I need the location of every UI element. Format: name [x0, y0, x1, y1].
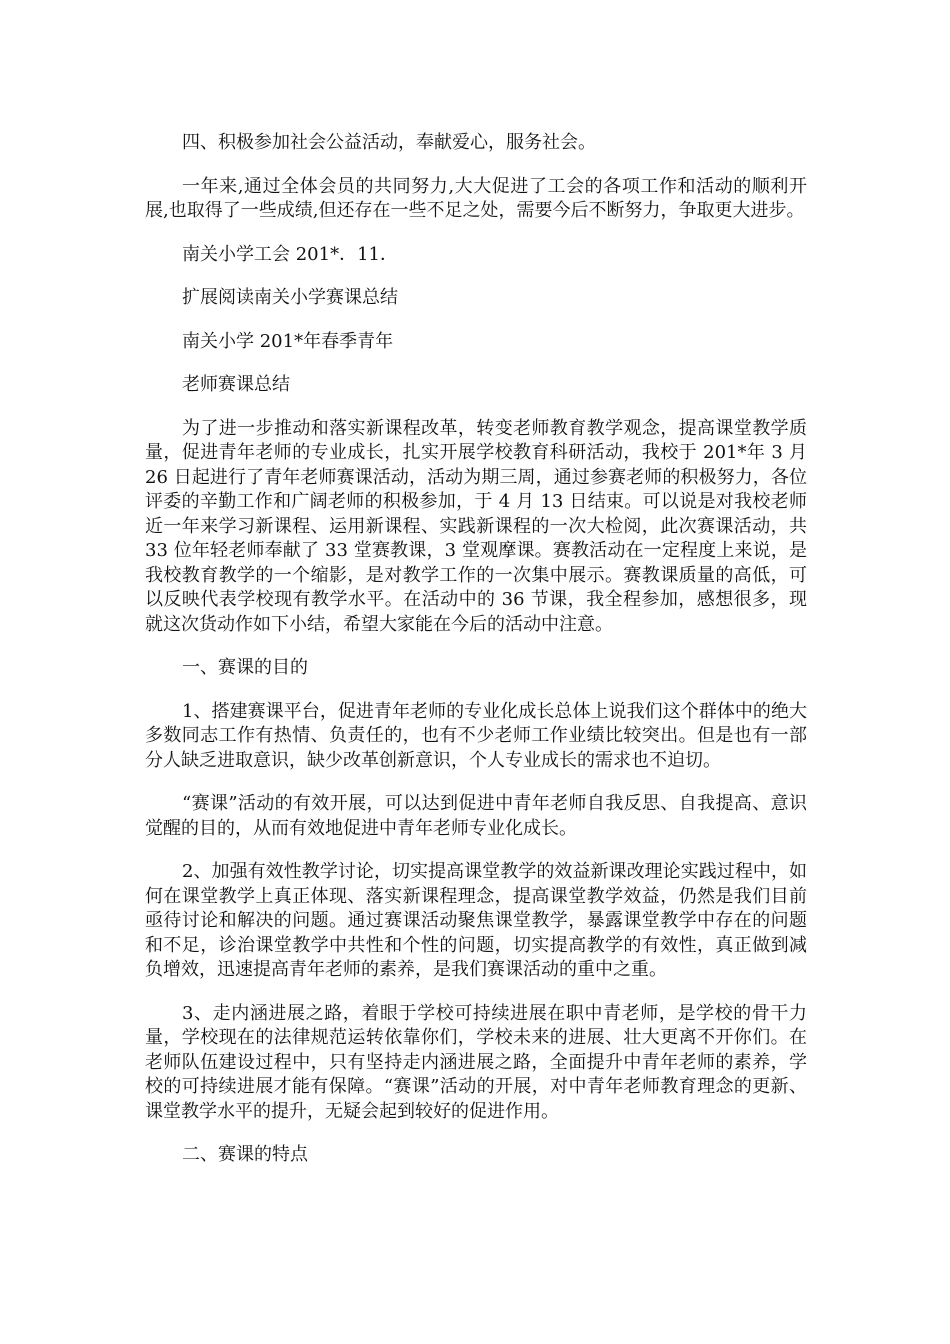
report-title-line-1: 南关小学 201*年春季青年: [182, 330, 394, 352]
purpose-item-3: 3、走内涵进展之路，着眼于学校可持续进展在职中青老师，是学校的骨干力量，学校现在的法律规范运转依靠你们，学校未来的进展、壮大更离不开你们。在老师队伍建设过程中，只有坚持走内涵进展之路，全面提升中青年老师的素养，学校的可持续进展才能有保障。“赛课”活动的开展，对中青年老师教育理念的更新、课堂教学水平的提升，无疑会起到较好的促进作用。: [145, 1002, 807, 1122]
section-heading-features: 二、赛课的特点: [182, 1144, 308, 1165]
purpose-item-1-continued: “赛课”活动的有效开展，可以达到促进中青年老师自我反思、自我提高、意识觉醒的目的，从而有效地促进中青年老师专业化成长。: [145, 793, 807, 839]
extended-reading-title: 扩展阅读南关小学赛课总结: [182, 287, 398, 308]
signature-line: 南关小学工会 201*．11．: [182, 243, 398, 265]
purpose-item-2: 2、加强有效性教学讨论，切实提高课堂教学的效益新课改理论实践过程中，如何在课堂教学上真正体现、落实新课程理念，提高课堂教学效益，仍然是我们目前亟待讨论和解决的问题。通过赛课活动聚焦课堂教学，暴露课堂教学中存在的问题和不足，诊治课堂教学中共性和个性的问题，切实提高教学的有效性，真正做到减负增效，迅速提高青年老师的素养，是我们赛课活动的重中之重。: [145, 861, 807, 980]
section-heading-public-welfare: 四、积极参加社会公益活动，奉献爱心，服务社会。: [182, 132, 596, 153]
section-heading-purpose: 一、赛课的目的: [182, 657, 308, 678]
summary-paragraph: 一年来,通过全体会员的共同努力,大大促进了工会的各项工作和活动的顺利开展,也取得了一些成绩,但还存在一些不足之处，需要今后不断努力，争取更大进步。: [145, 175, 807, 221]
intro-paragraph: 为了进一步推动和落实新课程改革，转变老师教育教学观念，提高课堂教学质量，促进青年老师的专业成长，扎实开展学校教育科研活动，我校于 201*年 3 月 26 日起进行了青年老师赛课活动，活动为期三周，通过参赛老师的积极努力，各位评委的辛勤工作和广阔老师的积极参加，于 4 月 13 日结束。可以说是对我校老师近一年来学习新课程、运用新课程、实践新课程的一次大检阅，此次赛课活动，共 33 位年轻老师奉献了 33 堂赛教课，3 堂观摩课。赛教活动在一定程度上来说，是我校教育教学的一个缩影，是对教学工作的一次集中展示。赛教课质量的高低，可以反映代表学校现有教学水平。在活动中的 36 节课，我全程参加，感想很多，现就这次货动作如下小结，希望大家能在今后的活动中注意。: [145, 417, 807, 635]
document-body: [145, 131, 807, 1187]
report-title-line-2: 老师赛课总结: [182, 374, 290, 395]
purpose-item-1: 1、搭建赛课平台，促进青年老师的专业化成长总体上说我们这个群体中的绝大多数同志工作有热情、负责任的，也有不少老师工作业绩比较突出。但是也有一部分人缺乏进取意识，缺少改革创新意识，个人专业成长的需求也不迫切。: [145, 700, 807, 771]
